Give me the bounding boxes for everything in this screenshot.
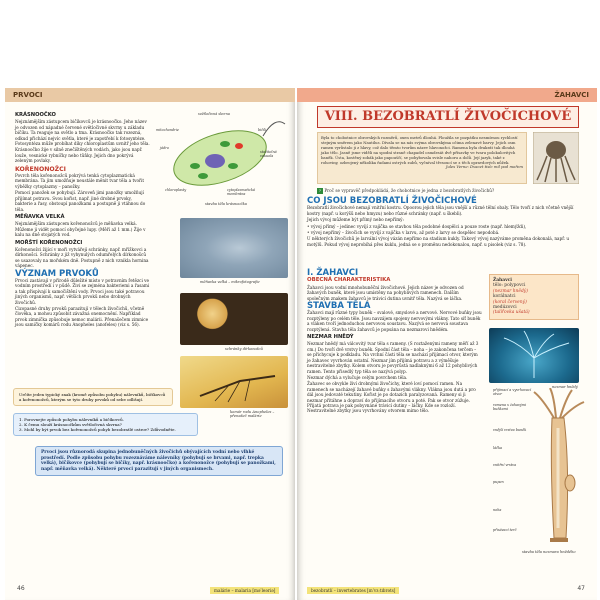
paragraph: Krásnoočko žije v silně znečištěných vodách, jako jsou např. louže, vesnické rybníčky nebo tůňky. Jejich dno pokrývá zeleným povlaky. xyxy=(15,147,143,164)
paragraph: Žahavec se obvykle živí drobnými živočichy, které loví pomocí ramen. Na ramenech se nacházejí žahavé buňky s žahavými vlákny. Vlákna jsou dutá a pro dál jsou jedovaté tekutiny. Kořist je po dotazích paralyzovaná. Rameny si ji nezmar přitáhne a dopraví do přijímacího otvoru a poté. Pak se otvor zúžuje. Přijatá potrava je pak pobyvnáné trávicí dutiny – láčky. Kde se rozloží. Nestravitelné zbytky jsou vyvrhovány otvorem mimo tělo. xyxy=(307,381,476,414)
label-gastric: láčka xyxy=(493,446,503,450)
heading-morsti: MOŘŠTÍ KOŘENONOŽCI xyxy=(15,239,83,246)
label-mouth: přijímací a vyvrhovací otvor xyxy=(493,388,531,396)
questions-box xyxy=(13,413,198,436)
heading-stavba: STAVBA TĚLA xyxy=(307,301,371,312)
octopus-illustration xyxy=(533,132,579,184)
paragraph: Žahavci jsou vodní mnohobuněční živočichové. Jejich název je odvozen od žahavých buněk, které jsou umístěny na pohyblivých ramenech. Dalším společným znakem žahavců je trávicí dutina uvnitř těla. Nazývá se láčka. xyxy=(307,284,464,301)
forams-caption: schránky dírkonošců xyxy=(225,347,263,351)
right-main-column xyxy=(307,268,482,414)
question-line xyxy=(317,188,582,194)
paragraph: Povrch těla kořenonožců pokrývá tenká cytoplazmatická membrána. Ta jim umožňuje neustále měnit tvar těla a tvořit výběžky cytoplazmy – panožky. xyxy=(15,173,145,189)
mosquito-caption: komár rodu Anopheles – přenašeč malárie xyxy=(230,410,275,419)
summary-box: Prvoci jsou různorodá skupina jednobuněčných živočichů obývajících vodní nebo vlhké prostředí. Podle způsobu pohybu rozeznáváme nálevníky (pohybují se brvami, např. trepka velká), bičíkovce (pohybují se bičíky, např. krásnoočko) a kořenonožce (pohybují se panožkami, např. měňavka velká). Některé prvoci parazitují v jiných organismech. xyxy=(35,446,283,476)
question-item: 3. Mohl by být prvok bez kořenonožců pohyb bezobratlé ostrov? Zdůvodněte. xyxy=(19,427,176,432)
hydra-diagram-caption: stavba těla nezmara hnědého xyxy=(522,550,576,554)
label-foot: noha xyxy=(493,508,502,512)
mosquito-photo xyxy=(180,356,288,408)
question-item: 1. Porovnejte způsob pohybu nálevníků a bičíkovců. xyxy=(19,417,124,422)
note-box: Určíte jeden typický znak (kromě způsobu pohybu) nálevníků, bičíkovců a kořenonožců, kterým se tyto druhy prvoků od sebe odlišují. xyxy=(13,388,173,406)
heading-vyznam: VÝZNAM PRVOKŮ xyxy=(15,268,99,279)
hydra-diagram xyxy=(532,388,587,548)
question-item: 2. K čemu slouží krásnoočkům světločivná skvrna? xyxy=(19,422,122,427)
paragraph: Pomocí panožek se pohybují. Zároveň jimi panožky umožňují přijímat potravu. Svou kořist, např. jiné drobné prvoky, bakterie a řasy, obstoupí panožkami a postupně ji vtáhnou do těla. xyxy=(15,190,146,212)
box-line: medúzovci xyxy=(493,305,517,311)
box-line: tělo: polypovci xyxy=(493,283,526,289)
label-membrane: cytoplazmatická membrána xyxy=(227,188,255,196)
footer-right: bezobratlí – invertebrates [ɪnˈvɜːtɪbrəts] xyxy=(307,587,399,594)
heading-menavka: MĚŇAVKA VELKÁ xyxy=(15,213,65,220)
euglena-caption: stavba těla krásnoočka xyxy=(205,202,247,206)
label-bud: pupen xyxy=(493,480,504,484)
box-title: Žahavci xyxy=(493,278,512,283)
left-page xyxy=(5,88,295,600)
intro-box xyxy=(317,132,527,184)
heading-zahavci: I. ŽAHAVCI xyxy=(307,268,359,278)
footer-left: malárie – malaria [məˈleəriə] xyxy=(210,587,279,594)
paragraph: Bezobratlí živočichové nemají vnitřní kostru. Opoorou jejich těla jsou vnější a různé tělní obaly. Tělo tvoří z nich včetně vnější kostry (např. u korýšů nebo hmyzu) nebo různé schránky (např. u škebli). xyxy=(307,205,574,216)
label-vacuole: stažitelná vakuola xyxy=(260,150,277,158)
label-mitochondria: mitochondrie xyxy=(156,128,179,132)
question-icon: ? xyxy=(318,188,322,193)
page-number-left: 46 xyxy=(17,585,25,592)
left-header: PRVOCI xyxy=(5,88,295,102)
bullet: • vývoj nepřímý – živočich se vyvíjí z vajíčka v larvu, až poté z larvy se dospělec nepodobá. xyxy=(307,230,500,236)
label-inner-layer: vnitřní vrstva xyxy=(493,463,517,467)
hydra-photo xyxy=(489,328,579,383)
paragraph: Prvoci zastávají v přírodě důležité místo v potravním řetězci ve vodním prostředí i v půdě. Živí se zejména bakteriemi a řasami a tak přispívají k samočištění vody. Prvoci jsou také potravou jiných organismů, např. větších prvoků nebo drobných živočichů. xyxy=(15,277,150,305)
label-eyespot: světločivná skvrna xyxy=(198,112,230,116)
amoeba-photo xyxy=(180,218,288,278)
heading-korenonozci: KOŘENONOŽCI xyxy=(15,165,66,173)
paragraph: Nejznámějším zástupcem kořenonožců je měňavka velká. Můžeme ji vidět pomocí obyčejné lupy. (Měří až 1 mm.) Žije v kalu na dně stojatých vod. xyxy=(15,221,146,238)
right-page xyxy=(297,88,597,600)
heading-krasnoocko: KRÁSNOOČKO xyxy=(15,112,56,118)
amoeba-caption: měňavka velká – mikrofotografie xyxy=(200,280,260,284)
label-tentacles: ramena s žahavými buňkami xyxy=(493,403,527,411)
paragraph: Jejich vývoj můžeme být přímý nebo nepřímý: xyxy=(307,217,404,223)
intro-text: Byla to chobotnice obrovských rozměrů, oxen metrů dlouhá. Ploužila se pozpátku nesmírnou rychlostí stejným směrem jako Nautilus. Dívala se na nás svýma obrovskýma očima zelenavé barvy. Jejich osm ramen vyrůstalo ji z hlavy, což dalo těmto tvorům název hlavonožci. Ramena byla dvakrát tak dlouhá jako tělo. Jasně jsme viděli na spodní straně chapadel osmdesát dvě přísavky ve tvaru polokulovitých baněk. Ústa, kostěný zobák jako papouščí, se pohybovala svisle nahoru a dolů. Její jazyk, také z rohoviny, ozbrojený několika řadami ostrých zubů, vyčníval třesoucí se z těch opravdových nůžek. xyxy=(321,135,518,165)
label-disc: přisávací terč xyxy=(493,528,517,532)
page-number-right: 47 xyxy=(577,585,585,592)
box-line: (koral červený) xyxy=(493,299,527,305)
bullet: • vývoj přímý – jedinec vyvíjí z vajíčka se stavbou těla podobné dospělci a pouze roste (např. hlemýždi), xyxy=(307,223,527,229)
left-text-column xyxy=(15,110,150,328)
right-header: ŽAHAVCI xyxy=(297,88,597,102)
paragraph: Nejznámějším zástupcem bičíkovců je krásnoočko. Jeho název je odvozen od nápadné červené světločivné skvrny u základu bičíku. Ta reaguje na světlo a tma. Krásnoočko tak rozezná, odkud přichází nejvíc světla, které je zapotřebí k fotosyntéze. Fotosyntéza může probíhat díky chloroplastům uvnitř jeho těla. xyxy=(15,119,150,147)
forams-photo xyxy=(180,293,288,345)
paragraph: Kořenonožci žijící v moři vytvářejí schránky, např. mřížkovci a dírkonošci. Schránky z již vyhynulých odumřelých dírkonošců se usazovaly na mořském dně. Postupně z nich vznikla hornina vápenec. xyxy=(15,246,149,269)
label-outer-layer: vnější vrstva buněk xyxy=(493,428,527,432)
paragraph: Žahavci mají různé typy buněk – svalové, smyslové a nervové. Nervové buňky jsou rozptýleny po celém těle. Jsou navzájem spojeny nervovými vlákny. Tato síť buněk a vláken tvoří jednoduchou nervovou soustavu. Nazývá se nervová soustava rozptýlená. Stavba těla žahavců je popsána na nezmarovi hnědém. xyxy=(307,310,482,332)
right-top-text xyxy=(307,196,579,247)
paragraph: U některých živočichů je larvální vývoj vázán nepřímo na stadium kukly. Takový vývoj nazýváme proměna dokonalá, např. u motýlů. Pokud vývoj neprobíhá přes kuklu, jedná se o proměnu nedokonalou, např. u pisolek (viz s. 78). xyxy=(307,236,570,247)
heading-nezmar: NEZMAR HNĚDÝ xyxy=(307,334,354,341)
label-chloroplasts: chloroplasty xyxy=(165,188,187,192)
question-text: Proč se vypravěč předpokládá, že chobotnice je jedna z bezobratlých živočichů? xyxy=(324,188,495,193)
box-line: (talířovka ušatá) xyxy=(493,310,530,316)
intro-citation: Jules Verne: Dvacet tisíc mil pod mořem xyxy=(445,164,523,170)
heading-co-jsou: CO JSOU BEZOBRATLÍ ŽIVOČICHOVÉ xyxy=(307,196,477,206)
heading-obecna: OBECNÁ CHARAKTERISTIKA xyxy=(307,277,391,284)
box-line: korálnatci xyxy=(493,294,516,300)
label-nucleus: jádro xyxy=(160,146,169,150)
label-flagellum: bičík xyxy=(258,128,267,132)
classification-box xyxy=(489,274,579,320)
hydra-photo-caption: nezmar hnědý xyxy=(552,385,578,389)
paragraph: Nezmar dýchá a vylučuje celým povrchem těla. xyxy=(307,374,408,380)
box-line: (nezmar hnědý) xyxy=(493,288,528,294)
paragraph: Cizopasné druhy prvoků parazitují v tělech živočichů, včetně člověka, a mohou způsobit závažná onemocnění. Například prvok zimnička způsobuje nemoc malárii. Přenašečem zimnice jsou samičky komárů rodu Anopheles (anofeles) (viz s. 56). xyxy=(15,306,149,328)
paragraph: Nezmar hnědý má válcovitý tvar těla s rameny. (S roztaženými rameny měří až 3 cm.) Do tvoří dvě vrstvy buněk. Spodní část těla – noha – je zakončena terčem – se přichycuje k podkladu. Na vrchní části těla se nachází přijímací otvor, kterým je žahavec vyvrhován ostatní. Nezmar jím přijímá potravu a z výměšuje nestravitelné zbytky. Kolem otvoru je povyrůstá nadlaknými 6 až 12 pohyblivých ramen. Tento přisedlý typ těla se nazývá polyp. xyxy=(307,341,479,374)
chapter-title: VIII. BEZOBRATLÍ ŽIVOČICHOVÉ xyxy=(317,106,579,128)
